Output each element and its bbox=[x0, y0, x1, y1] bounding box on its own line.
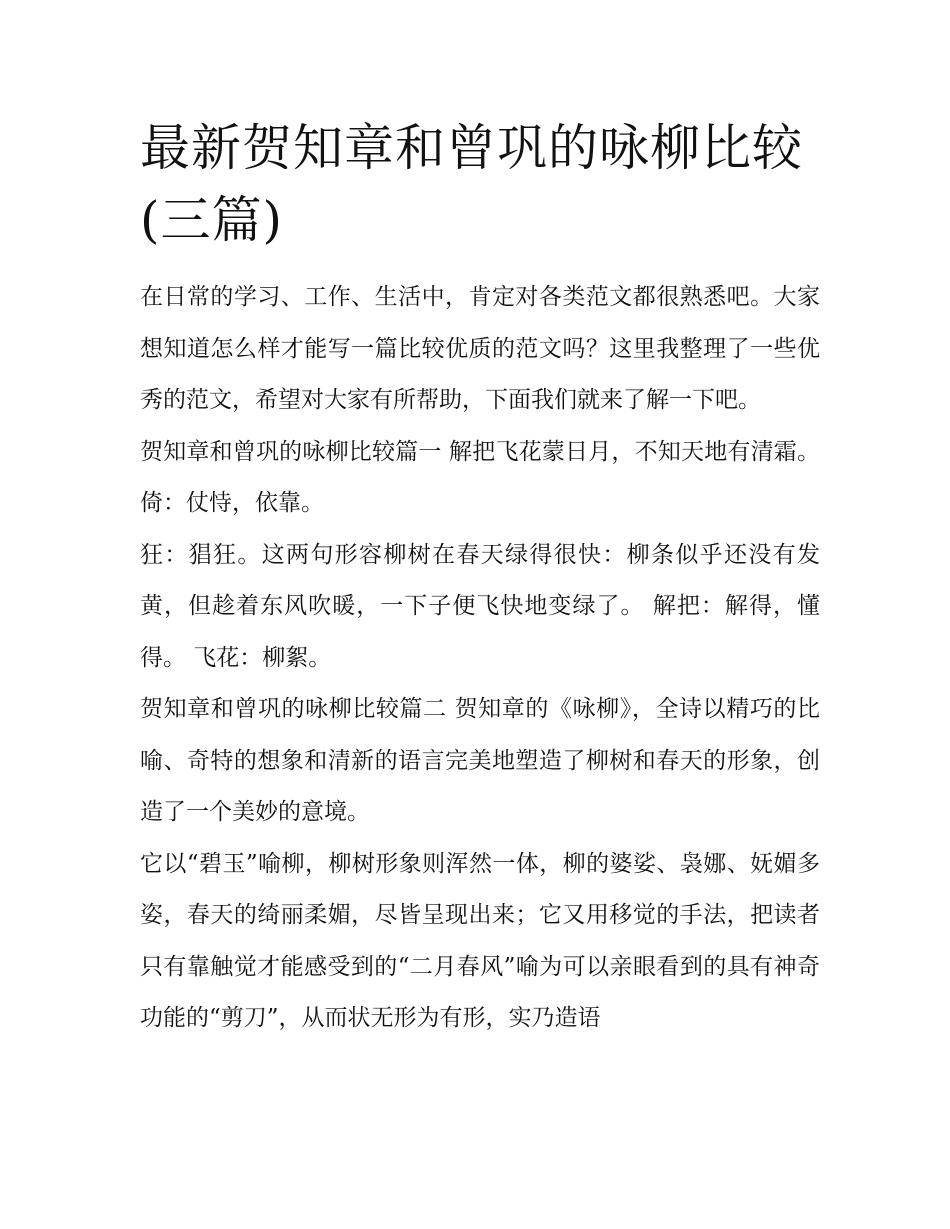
paragraph-part-two: 贺知章和曾巩的咏柳比较篇二 贺知章的《咏柳》，全诗以精巧的比喻、奇特的想象和清新的语言完美地塑造了柳树和春天的形象，创造了一个美妙的意境。 bbox=[140, 696, 820, 825]
paragraph-annotation: 狂：猖狂。这两句形容柳树在春天绿得很快：柳条似乎还没有发黄，但趁着东风吹暖，一下子便飞快地变绿了。 解把：解得，懂得。 飞花：柳絮。 bbox=[140, 541, 820, 671]
paragraph-intro: 在日常的学习、工作、生活中，肯定对各类范文都很熟悉吧。大家想知道怎么样才能写一篇比较优质的范文吗？这里我整理了一些优秀的范文，希望对大家有所帮助，下面我们就来了解一下吧。 bbox=[140, 284, 820, 413]
paragraph-part-one: 贺知章和曾巩的咏柳比较篇一 解把飞花蒙日月，不知天地有清霜。 倚：仗恃，依靠。 bbox=[140, 438, 820, 516]
document-title: 最新贺知章和曾巩的咏柳比较(三篇) bbox=[140, 119, 803, 249]
paragraph-analysis: 它以“碧玉”喻柳，柳树形象则浑然一体，柳的婆娑、袅娜、妩媚多姿，春天的绮丽柔媚，尽皆呈现出来；它又用移觉的手法，把读者只有靠触觉才能感受到的“二月春风”喻为可以亲眼看到的具有神奇功能的“剪刀”，从而状无形为有形，实乃造语 bbox=[140, 850, 820, 1031]
document-page bbox=[140, 112, 820, 1045]
